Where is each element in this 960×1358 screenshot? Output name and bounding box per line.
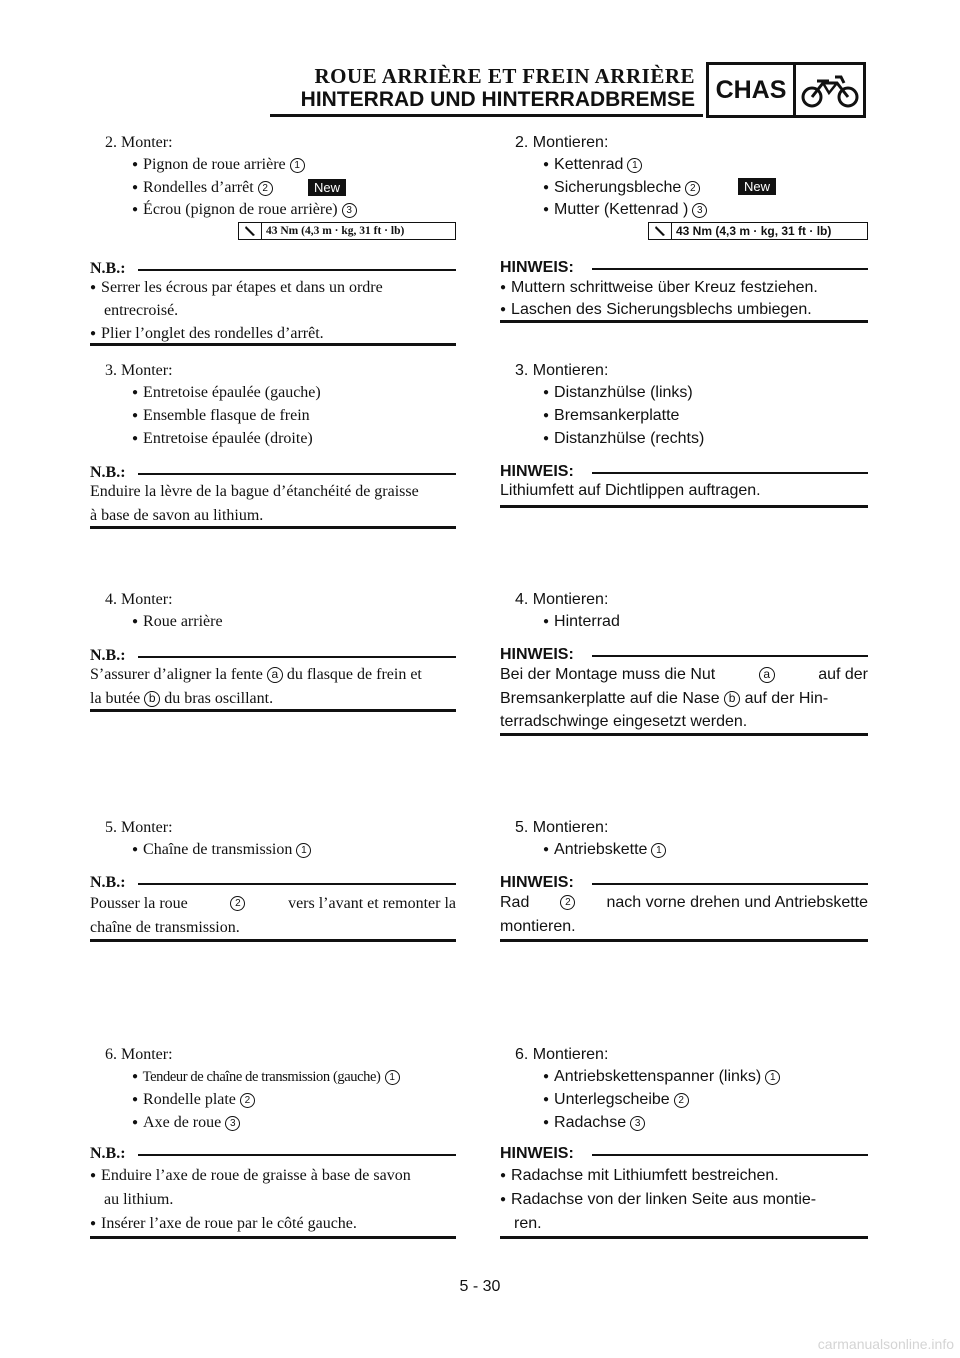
de-step-6-item-3: ● Radachse 3	[543, 1113, 645, 1135]
de-nb5-2: montieren.	[500, 918, 576, 935]
fr-nb3-1: Enduire la lèvre de la bague d’étanchéité de graisse	[90, 483, 419, 500]
de-step-3-item-3: ● Distanzhülse (rechts)	[543, 429, 704, 451]
de-nb-line	[592, 655, 868, 657]
header-title-de: HINTERRAD UND HINTERRADBREMSE	[300, 88, 695, 111]
de-nb6-1: ● Radachse mit Lithiumfett bestreichen.	[500, 1164, 779, 1190]
de-step-2-item-3: ● Mutter (Kettenrad ) 3	[543, 200, 707, 222]
fr-nb-label: N.B.:	[90, 260, 126, 277]
fr-nb6-2: ● Insérer l’axe de roue par le côté gauche.	[90, 1212, 357, 1238]
de-step-5-item-1: ● Antriebskette 1	[543, 840, 666, 862]
fr-nb-line	[138, 883, 456, 885]
de-nb-rule	[500, 505, 868, 508]
de-step-4-item-1: ● Hinterrad	[543, 612, 620, 634]
fr-nb6-1b: au lithium.	[104, 1191, 174, 1208]
section-label: CHAS	[709, 65, 796, 115]
de-new-badge: New	[738, 178, 776, 195]
fr-nb4-1: S’assurer d’aligner la fente a du flasque de frein et	[90, 666, 422, 683]
de-nb3-1: Lithiumfett auf Dichtlippen auftragen.	[500, 482, 761, 499]
fr-nb-label: N.B.:	[90, 874, 126, 891]
watermark: carmanualsonline.info	[817, 1336, 954, 1352]
de-nb-line	[592, 472, 868, 474]
fr-step-6-item-2: ● Rondelle plate 2	[132, 1090, 255, 1112]
de-step-6-title: 6. Montieren:	[515, 1046, 609, 1063]
de-step-5-title: 5. Montieren:	[515, 819, 609, 836]
de-step-2-title: 2. Montieren:	[515, 134, 609, 151]
fr-step-4-item-1: ● Roue arrière	[132, 612, 223, 634]
de-nb4-3: terradschwinge eingesetzt werden.	[500, 713, 748, 730]
page-number: 5 - 30	[459, 1278, 501, 1295]
de-nb-rule	[500, 1236, 868, 1239]
fr-nb-line	[138, 1154, 456, 1156]
de-nb-label: HINWEIS:	[500, 1145, 574, 1162]
fr-nb-label: N.B.:	[90, 464, 126, 481]
fr-nb6-1: ● Enduire l’axe de roue de graisse à base de savon	[90, 1164, 456, 1190]
fr-step-5-title: 5. Monter:	[105, 819, 173, 836]
de-step-3-item-2: ● Bremsankerplatte	[543, 406, 679, 428]
de-step-4-title: 4. Montieren:	[515, 591, 609, 608]
fr-nb2-1: ● Serrer les écrous par étapes et dans un ordre	[90, 276, 456, 302]
fr-torque-spec: 43 Nm (4,3 m · kg, 31 ft · lb)	[238, 222, 456, 240]
de-step-2-item-1: ● Kettenrad 1	[543, 155, 642, 177]
fr-step-2-item-1: ● Pignon de roue arrière 1	[132, 155, 305, 177]
de-nb-label: HINWEIS:	[500, 259, 574, 276]
fr-nb-rule	[90, 1236, 456, 1239]
de-step-6-item-2: ● Unterlegscheibe 2	[543, 1090, 689, 1112]
de-torque-spec: 43 Nm (4,3 m · kg, 31 ft · lb)	[648, 222, 868, 240]
fr-nb4-2: la butée b du bras oscillant.	[90, 690, 274, 707]
fr-step-3-item-1: ● Entretoise épaulée (gauche)	[132, 383, 321, 405]
de-nb5-1: Rad 2 nach vorne drehen und Antriebskette	[500, 894, 868, 911]
fr-new-badge: New	[308, 179, 346, 196]
fr-nb-rule	[90, 709, 456, 712]
fr-nb-line	[138, 473, 456, 475]
fr-nb-rule	[90, 526, 456, 529]
de-nb-line	[592, 268, 868, 270]
de-nb-line	[592, 1154, 868, 1156]
header-rule	[270, 114, 703, 117]
de-nb-label: HINWEIS:	[500, 874, 574, 891]
fr-step-6-title: 6. Monter:	[105, 1046, 173, 1063]
de-nb4-2: Bremsankerplatte auf die Nase b auf der Hin-	[500, 690, 829, 707]
de-step-3-item-1: ● Distanzhülse (links)	[543, 383, 693, 405]
fr-nb-line	[138, 269, 456, 271]
de-nb-label: HINWEIS:	[500, 463, 574, 480]
de-step-3-title: 3. Montieren:	[515, 362, 609, 379]
fr-step-6-item-1: ● Tendeur de chaîne de transmission (gauche) 1	[132, 1067, 400, 1089]
fr-nb-rule	[90, 939, 456, 942]
motorcycle-icon	[796, 65, 863, 115]
fr-nb3-2: à base de savon au lithium.	[90, 507, 264, 524]
de-step-6-item-1: ● Antriebskettenspanner (links) 1	[543, 1067, 780, 1089]
de-nb4-1: Bei der Montage muss die Nut a auf der	[500, 666, 868, 683]
fr-nb5-2: chaîne de transmission.	[90, 919, 240, 936]
fr-nb-line	[138, 656, 456, 658]
fr-nb-label: N.B.:	[90, 647, 126, 664]
section-badge	[706, 62, 866, 118]
fr-step-5-item-1: ● Chaîne de transmission 1	[132, 840, 311, 862]
fr-nb-label: N.B.:	[90, 1145, 126, 1162]
fr-step-4-title: 4. Monter:	[105, 591, 173, 608]
fr-step-3-item-3: ● Entretoise épaulée (droite)	[132, 429, 313, 451]
de-nb-rule	[500, 320, 868, 323]
wrench-icon	[649, 223, 672, 239]
fr-nb2-1b: entrecroisé.	[104, 302, 179, 319]
fr-nb-rule	[90, 343, 456, 346]
wrench-icon	[239, 223, 262, 239]
fr-step-2-title: 2. Monter:	[105, 134, 173, 151]
de-nb6-2b: ren.	[514, 1215, 542, 1232]
fr-step-2-item-2: ● Rondelles d’arrêt 2	[132, 178, 273, 200]
fr-step-3-item-2: ● Ensemble flasque de frein	[132, 406, 310, 428]
fr-nb5-1: Pousser la roue 2 vers l’avant et remonter la	[90, 895, 456, 912]
fr-step-6-item-3: ● Axe de roue 3	[132, 1113, 240, 1135]
fr-nb2-2: ● Plier l’onglet des rondelles d’arrêt.	[90, 322, 324, 348]
de-step-2-item-2: ● Sicherungsbleche 2	[543, 178, 700, 200]
fr-step-3-title: 3. Monter:	[105, 362, 173, 379]
header-title-fr: ROUE ARRIÈRE ET FREIN ARRIÈRE	[314, 64, 695, 88]
de-nb2-1: ● Muttern schrittweise über Kreuz festziehen.	[500, 276, 818, 302]
fr-step-2-item-3: ● Écrou (pignon de roue arrière) 3	[132, 200, 357, 222]
de-nb-rule	[500, 939, 868, 942]
de-nb6-2: ● Radachse von der linken Seite aus montie-	[500, 1188, 868, 1214]
de-nb-rule	[500, 733, 868, 736]
de-nb-line	[592, 883, 868, 885]
de-nb-label: HINWEIS:	[500, 646, 574, 663]
de-nb2-2: ● Laschen des Sicherungsblechs umbiegen.	[500, 298, 812, 324]
